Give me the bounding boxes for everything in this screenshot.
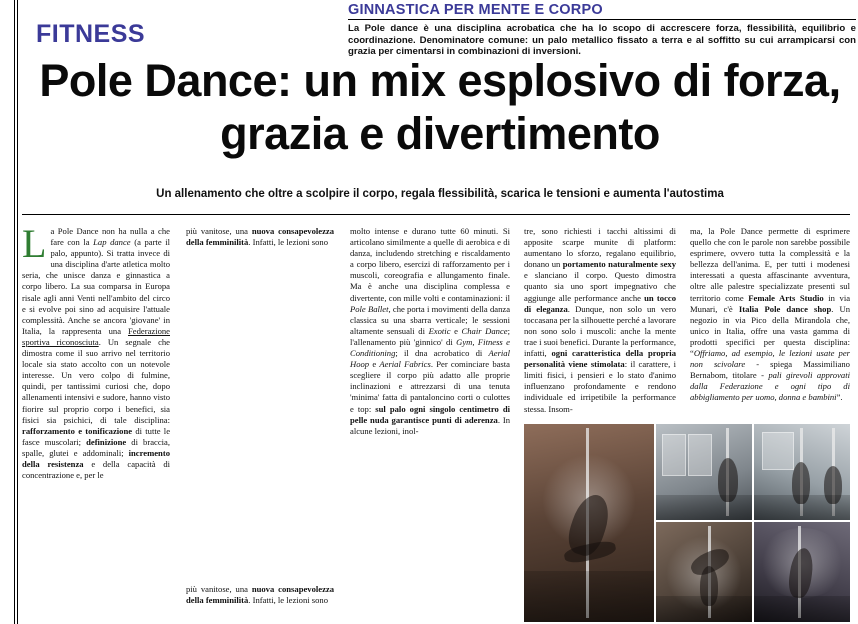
photo-pole-performer-dark (524, 424, 654, 622)
intro-box-rule (348, 19, 856, 20)
article-column-4 (524, 226, 676, 416)
photo-pole-stage (754, 522, 850, 622)
article-column-4-text: tre, sono richiesti i tacchi altissimi di apposite scarpe munite di platform: aumentano lo sforzo, regalano equilibrio, donano un portamento naturalmente sexy e slanciano il corpo. Questo dimostra quanto sia uno sport impegnativo che aggiunge alle performance anche un tocco di eleganza. Dunque, non solo un vero toccasana per la silhouette perché a lavorare non sono solo i muscoli: anche la mente trae i suoi benefici. Durante la performance, infatti, ogni caratteristica della propria personalità viene stimolata: il carattere, i limiti fisici, i pensieri e lo stato d'animo influenzano profondamente e rendono individuale ed irripetibile la performance stessa. Insom- (524, 226, 676, 414)
article-column-1 (22, 221, 171, 618)
intro-box (348, 0, 856, 58)
page-left-rule (14, 0, 15, 624)
intro-box-text: La Pole dance è una disciplina acrobatica che ha lo scopo di accrescere forza, flessibilità, equilibrio e coordinazione. Denominatore comune: un palo metallico fissato a terra e al soffitto su cui arrampicarsi con grazia per cimentarsi in combinazioni di inversioni. (348, 23, 856, 58)
article-column-2-bottom (186, 584, 334, 606)
article-column-2-bottom-text: più vanitose, una nuova consapevolezza della femminilità. Infatti, le lezioni sono (186, 584, 335, 606)
article-column-5 (690, 226, 850, 416)
section-kicker: FITNESS (36, 20, 146, 48)
article-column-3-text: molto intense e durano tutte 60 minuti. Si articolano similmente a quelle di aerobica e di danza, includendo stretching e riscaldamento a corpo libero, esercizi di rafforzamento per i muscoli, coreografia e allungamento finale. Ma è anche una disciplina complessa e divertente, con mille volti e contaminazioni: il Pole Ballet, che porta i movimenti della danza classica su una sbarra verticale; le sessioni altamente sensuali di Exotic e Chair Dance; l'allenamento più 'ginnico' di Gym, Fitness e Conditioning; il dna acrobatico di Aerial Hoop e Aerial Fabrics. Per cominciare basta scegliere il corpo più adatto alle proprie inclinazioni e attrezzarsi di una tenuta 'minima' fatta di pantaloncino corti o culottes e top: sul palo ogni singolo centimetro di pelle nuda garantisce punti di aderenza. In alcune lezioni, inol- (350, 226, 511, 436)
photo-pole-inversion (656, 522, 752, 622)
page-title: Pole Dance: un mix esplosivo di forza, grazia e divertimento (39, 55, 841, 159)
article-column-3 (350, 226, 510, 618)
photo-studio-class-right (754, 424, 850, 520)
article-column-2-text: più vanitose, una nuova consapevolezza della femminilità. Infatti, le lezioni sono (186, 226, 335, 248)
dropcap: L (22, 221, 47, 266)
intro-box-title: GINNASTICA PER MENTE E CORPO (348, 2, 603, 18)
headline-divider (22, 214, 850, 215)
article-column-1-text: a Pole Dance non ha nulla a che fare con la Lap dance (a parte il palo, appunto). Si tratta invece di una disciplina d'arte atletica molto seria, che unisce danza e ginnastica a corpo libero. La sua comparsa in Europa risale agli anni Venti nell'ambito del circo e si evolve poi sino ad acquisire l'attuale complessità. Anche se ancora 'giovane' in Italia, la rappresenta una Federazione sportiva riconosciuta. Un segnale che dimostra come il suo arrivo nel territorio locale sia stato accolto con un notevole interesse. Un vero colpo di fulmine, quindi, per tantissimi curiosi che, dopo allenamenti intensivi e sudore, hanno visto fiorire sul proprio corpo i benefici, sia fisici sia psichici, di tale disciplina: rafforzamento e tonificazione di tutte le fasce muscolari; definizione di braccia, spalle, glutei e addominali; incremento della resistenza e della capacità di concentrazione e, per le (22, 226, 171, 481)
article-column-5-text: ma, la Pole Dance permette di esprimere quello che con le parole non sarebbe possibile esprimere, ovvero tutta la complessità e la bellezza dell'anima. E, per tutti i modenesi interessati a questa affascinante avventura, oltre alle palestre specializzate presenti sul territorio come Female Arts Studio in via Munari, c'è Italia Pole dance shop. Un negozio in via Pico della Mirandola che, unico in Italia, offre una vasta gamma di prodotti specifici per questa disciplina: “Offriamo, ad esempio, le lezioni usate per non scivolare - spiega Massimiliano Bernabom, titolare - pali girevoli approvati dalla Federazione e ogni tipo di abbigliamento per uomo, donna e bambini”. (690, 226, 851, 403)
page-subtitle: Un allenamento che oltre a scolpire il corpo, regala flessibilità, scarica le tensioni e aumenta l'autostima (156, 188, 724, 200)
page-left-rule-inner (17, 0, 18, 624)
photo-studio-class-left (656, 424, 752, 520)
article-column-2 (186, 226, 334, 618)
photo-collage (524, 424, 850, 622)
